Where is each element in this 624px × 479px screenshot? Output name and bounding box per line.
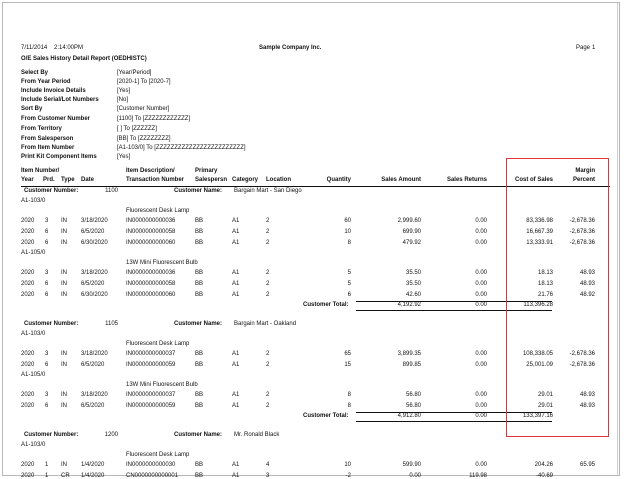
page-label: Page — [576, 45, 591, 51]
cell-margin-percent: -2,678.36 — [569, 240, 595, 246]
cell-sales-returns: 0.00 — [475, 403, 487, 409]
cell-date: 6/5/2020 — [81, 281, 105, 287]
cell-date: 6/30/2020 — [81, 240, 108, 246]
item-description: Fluorescent Desk Lamp — [126, 341, 190, 347]
cell-date: 3/18/2020 — [81, 270, 108, 276]
col-category: Category — [232, 177, 259, 183]
customer-name: Bargain Mart - San Diego — [234, 188, 302, 194]
cell-quantity: 10 — [344, 462, 351, 468]
param-value: [Year/Period] — [117, 70, 152, 76]
cell-cost-of-sales: 108,338.05 — [522, 351, 553, 357]
cell-type: IN — [61, 362, 67, 368]
cell-transaction: IN0000000000030 — [126, 462, 176, 468]
cell-category: A1 — [232, 292, 240, 298]
cell-cost-of-sales: 29.01 — [537, 403, 553, 409]
cell-salesperson: BB — [195, 392, 204, 398]
cell-salesperson: BB — [195, 473, 204, 479]
cell-sales-returns: 0.00 — [475, 229, 487, 235]
cell-location: 2 — [266, 362, 270, 368]
page-number: 1 — [592, 45, 596, 51]
cell-salesperson: BB — [195, 292, 204, 298]
cell-year: 2020 — [21, 229, 35, 235]
cell-year: 2020 — [21, 281, 35, 287]
col-margin: Margin — [575, 168, 595, 174]
cell-transaction: IN0000000000060 — [126, 240, 176, 246]
cell-year: 2020 — [21, 392, 35, 398]
cell-category: A1 — [232, 218, 240, 224]
cell-sales-amount: 35.50 — [405, 281, 421, 287]
cell-quantity: 8 — [347, 240, 351, 246]
param-label: Print Kit Component Items — [21, 154, 97, 160]
cell-location: 2 — [266, 403, 270, 409]
customer-name: Bargain Mart - Oakland — [234, 321, 297, 327]
item-number: A1-103/0 — [21, 331, 46, 337]
cell-cost-of-sales: 16,667.39 — [526, 229, 553, 235]
col-prd: Prd. — [43, 177, 55, 183]
cell-quantity: 8 — [347, 392, 351, 398]
item-number: A1-105/0 — [21, 372, 46, 378]
cell-type: IN — [61, 229, 67, 235]
param-label: Include Invoice Details — [21, 88, 86, 94]
cell-date: 6/5/2020 — [81, 362, 105, 368]
cell-location: 2 — [266, 240, 270, 246]
customer-total-label: Customer Total: — [303, 413, 349, 419]
cell-type: IN — [61, 240, 67, 246]
cell-sales-amount: 2,999.60 — [397, 218, 421, 224]
cell-margin-percent: 48.93 — [579, 281, 595, 287]
cell-transaction: IN0000000000058 — [126, 281, 176, 287]
cell-location: 2 — [266, 292, 270, 298]
cell-year: 2020 — [21, 473, 35, 479]
cell-type: IN — [61, 392, 67, 398]
cell-quantity: 60 — [344, 218, 351, 224]
param-value: [Customer Number] — [117, 106, 170, 112]
cell-cost-of-sales: 83,336.98 — [526, 218, 553, 224]
cell-quantity: 8 — [347, 403, 351, 409]
cell-sales-amount: 56.80 — [405, 392, 421, 398]
customer-name-label: Customer Name: — [174, 188, 223, 194]
col-percent: Percent — [572, 177, 595, 183]
cell-sales-amount: 899.85 — [402, 362, 421, 368]
param-value: [Yes] — [117, 154, 131, 160]
item-number: A1-105/0 — [21, 250, 46, 256]
report-title: O/E Sales History Detail Report (OEDHISTC) — [21, 56, 147, 62]
cell-salesperson: BB — [195, 403, 204, 409]
customer-number-label: Customer Number: — [24, 321, 79, 327]
customer-number: 1200 — [104, 432, 118, 438]
cell-category: A1 — [232, 473, 240, 479]
cell-year: 2020 — [21, 403, 35, 409]
cell-type: IN — [61, 403, 67, 409]
cell-margin-percent: -2,678.36 — [569, 218, 595, 224]
param-label: From Customer Number — [21, 116, 91, 122]
param-label: Select By — [21, 70, 49, 76]
param-label: From Territory — [21, 126, 62, 132]
cell-type: IN — [61, 351, 67, 357]
cell-prd: 1 — [45, 462, 49, 468]
cell-salesperson: BB — [195, 351, 204, 357]
cell-sales-amount: 3,899.35 — [397, 351, 421, 357]
cell-transaction: IN0000000000059 — [126, 362, 176, 368]
cell-cost-of-sales: 25,001.09 — [526, 362, 553, 368]
total-cost-of-sales: 113,396.28 — [523, 302, 553, 308]
cell-sales-amount: 35.50 — [405, 270, 421, 276]
col-item-number: Item Number/ — [21, 168, 60, 174]
cell-margin-percent: -2,678.36 — [569, 229, 595, 235]
cell-location: 2 — [266, 218, 270, 224]
cell-quantity: -2 — [345, 473, 351, 479]
cell-prd: 6 — [45, 229, 49, 235]
cell-transaction: IN0000000000060 — [126, 292, 176, 298]
cell-cost-of-sales: 18.13 — [537, 281, 553, 287]
total-cost-of-sales: 133,397.16 — [522, 413, 553, 419]
cell-transaction: IN0000000000037 — [126, 392, 176, 398]
cell-quantity: 6 — [347, 292, 351, 298]
cell-sales-returns: 0.00 — [475, 351, 487, 357]
cell-sales-returns: 0.00 — [475, 218, 487, 224]
cell-transaction: IN0000000000058 — [126, 229, 176, 235]
vertical-scrollbar[interactable] — [617, 3, 619, 475]
cell-sales-amount: 599.90 — [402, 462, 421, 468]
col-date: Date — [81, 177, 95, 183]
cell-prd: 6 — [45, 240, 49, 246]
col-item-description: Item Description/ — [126, 168, 175, 174]
cell-type: IN — [61, 462, 67, 468]
cell-sales-returns: 0.00 — [475, 240, 487, 246]
customer-name-label: Customer Name: — [174, 321, 223, 327]
param-label: Include Serial/Lot Numbers — [21, 97, 99, 103]
cell-type: IN — [61, 218, 67, 224]
report-time: 2:14:00PM — [54, 45, 84, 51]
cell-type: IN — [61, 292, 67, 298]
param-value: [A1-103/0] To [ZZZZZZZZZZZZZZZZZZZZZZZZ] — [117, 145, 246, 151]
cell-prd: 1 — [45, 473, 49, 479]
cell-date: 3/18/2020 — [81, 351, 108, 357]
col-transaction-number: Transaction Number — [126, 177, 185, 183]
col-primary: Primary — [195, 168, 218, 174]
customer-number: 1100 — [105, 188, 118, 194]
cell-year: 2020 — [21, 362, 35, 368]
cell-transaction: IN0000000000037 — [126, 351, 176, 357]
customer-number-label: Customer Number: — [24, 188, 79, 194]
cell-margin-percent: 48.93 — [579, 403, 595, 409]
cell-quantity: 65 — [344, 351, 351, 357]
cell-salesperson: BB — [195, 281, 204, 287]
customer-number: 1105 — [105, 321, 118, 327]
cell-prd: 6 — [45, 403, 49, 409]
cell-salesperson: BB — [195, 240, 204, 246]
col-salesperson: Salespersn — [195, 177, 228, 183]
cell-type: IN — [61, 281, 67, 287]
cell-category: A1 — [232, 240, 240, 246]
param-label: From Year Period — [21, 79, 71, 85]
cell-margin-percent: 48.92 — [579, 292, 595, 298]
cell-sales-amount: 699.90 — [402, 229, 421, 235]
cell-salesperson: BB — [195, 462, 204, 468]
cell-date: 3/18/2020 — [81, 392, 108, 398]
cell-sales-amount: 0.00 — [409, 473, 421, 479]
cell-category: A1 — [232, 403, 240, 409]
cell-date: 6/5/2020 — [81, 403, 105, 409]
cell-location: 2 — [266, 351, 270, 357]
cell-category: A1 — [232, 351, 240, 357]
cell-salesperson: BB — [195, 218, 204, 224]
param-value: [BB] To [ZZZZZZZZ] — [117, 136, 171, 142]
cell-date: 6/5/2020 — [81, 229, 105, 235]
cell-prd: 3 — [45, 351, 49, 357]
col-type: Type — [61, 177, 75, 183]
cell-sales-returns: 0.00 — [475, 270, 487, 276]
cell-quantity: 10 — [344, 229, 351, 235]
company-name: Sample Company Inc. — [259, 45, 322, 51]
cell-cost-of-sales: -40.69 — [535, 473, 553, 479]
customer-total-label: Customer Total: — [303, 302, 349, 308]
item-description: 13W Mini Fluorescent Bulb — [126, 382, 198, 388]
col-cost-of-sales: Cost of Sales — [514, 177, 553, 183]
item-number: A1-103/0 — [21, 198, 46, 204]
cell-location: 2 — [266, 229, 270, 235]
cell-margin-percent: -2,678.36 — [569, 362, 595, 368]
cell-sales-returns: 0.00 — [475, 292, 487, 298]
cell-cost-of-sales: 18.13 — [537, 270, 553, 276]
cell-year: 2020 — [21, 218, 35, 224]
cell-type: CR — [61, 473, 70, 479]
cell-year: 2020 — [21, 351, 35, 357]
cell-category: A1 — [232, 270, 240, 276]
cell-salesperson: BB — [195, 270, 204, 276]
cell-prd: 6 — [45, 362, 49, 368]
customer-name-label: Customer Name: — [174, 432, 223, 438]
cell-sales-returns: 0.00 — [475, 362, 487, 368]
cell-sales-amount: 42.60 — [405, 292, 421, 298]
col-year: Year — [21, 177, 34, 183]
cell-category: A1 — [232, 392, 240, 398]
param-value: [Yes] — [117, 88, 131, 94]
cell-transaction: CN0000000000001 — [126, 473, 179, 479]
cell-sales-returns: 0.00 — [475, 392, 487, 398]
cell-salesperson: BB — [195, 362, 204, 368]
cell-transaction: IN0000000000059 — [126, 403, 176, 409]
cell-location: 2 — [266, 281, 270, 287]
cell-salesperson: BB — [195, 229, 204, 235]
cell-margin-percent: 48.93 — [579, 270, 595, 276]
cell-sales-amount: 479.92 — [402, 240, 421, 246]
cell-quantity: 5 — [347, 270, 351, 276]
param-value: [ ] To [ZZZZZZ] — [117, 126, 157, 132]
cell-year: 2020 — [21, 292, 35, 298]
cell-year: 2020 — [21, 462, 35, 468]
cell-category: A1 — [232, 462, 240, 468]
cell-prd: 6 — [45, 292, 49, 298]
cell-year: 2020 — [21, 240, 35, 246]
item-number: A1-103/0 — [21, 442, 46, 448]
col-location: Location — [266, 177, 291, 183]
cell-date: 1/4/2020 — [81, 473, 105, 479]
cell-margin-percent: -2,678.36 — [569, 351, 595, 357]
param-value: [No] — [117, 97, 129, 103]
cell-location: 2 — [266, 392, 270, 398]
total-sales-amount: 4,192.92 — [397, 302, 421, 308]
cell-category: A1 — [232, 229, 240, 235]
cell-cost-of-sales: 13,333.91 — [526, 240, 553, 246]
col-sales-returns: Sales Returns — [446, 177, 487, 183]
cell-sales-returns: 0.00 — [475, 462, 487, 468]
param-value: [1100] To [ZZZZZZZZZZZZ] — [117, 116, 191, 122]
cell-transaction: IN0000000000036 — [126, 270, 176, 276]
cell-category: A1 — [232, 281, 240, 287]
customer-name: Mr. Ronald Black — [234, 432, 280, 438]
cell-sales-amount: 56.80 — [405, 403, 421, 409]
col-sales-amount: Sales Amount — [381, 177, 421, 183]
cell-quantity: 5 — [347, 281, 351, 287]
cell-prd: 3 — [45, 218, 49, 224]
cell-prd: 6 — [45, 281, 49, 287]
cell-sales-returns: 0.00 — [475, 281, 487, 287]
cell-date: 6/30/2020 — [81, 292, 108, 298]
cell-location: 3 — [266, 473, 270, 479]
cell-date: 1/4/2020 — [81, 462, 105, 468]
param-value: [2020-1] To [2020-7] — [117, 79, 171, 85]
report-date: 7/11/2014 — [21, 45, 48, 51]
cell-sales-returns: 119.98 — [469, 473, 487, 479]
cell-prd: 3 — [45, 270, 49, 276]
customer-number-label: Customer Number: — [24, 432, 79, 438]
item-description: 13W Mini Fluorescent Bulb — [126, 260, 198, 266]
highlight-box — [506, 158, 609, 437]
item-description: Fluorescent Desk Lamp — [126, 208, 190, 214]
total-sales-returns: 0.00 — [475, 302, 487, 308]
cell-cost-of-sales: 29.01 — [537, 392, 553, 398]
cell-location: 4 — [266, 462, 270, 468]
cell-location: 2 — [266, 270, 270, 276]
cell-margin-percent: 48.93 — [579, 392, 595, 398]
item-description: Fluorescent Desk Lamp — [126, 452, 190, 458]
cell-margin-percent: 65.95 — [579, 462, 595, 468]
cell-year: 2020 — [21, 270, 35, 276]
cell-date: 3/18/2020 — [81, 218, 108, 224]
cell-cost-of-sales: 204.26 — [534, 462, 553, 468]
cell-quantity: 15 — [344, 362, 351, 368]
cell-category: A1 — [232, 362, 240, 368]
cell-prd: 3 — [45, 392, 49, 398]
cell-transaction: IN0000000000036 — [126, 218, 176, 224]
param-label: From Item Number — [21, 145, 75, 151]
total-sales-amount: 4,912.80 — [397, 413, 421, 419]
cell-cost-of-sales: 21.76 — [537, 292, 553, 298]
total-sales-returns: 0.00 — [475, 413, 487, 419]
param-label: Sort By — [21, 106, 43, 112]
col-quantity: Quantity — [326, 177, 351, 183]
cell-type: IN — [61, 270, 67, 276]
param-label: From Salesperson — [21, 136, 74, 142]
